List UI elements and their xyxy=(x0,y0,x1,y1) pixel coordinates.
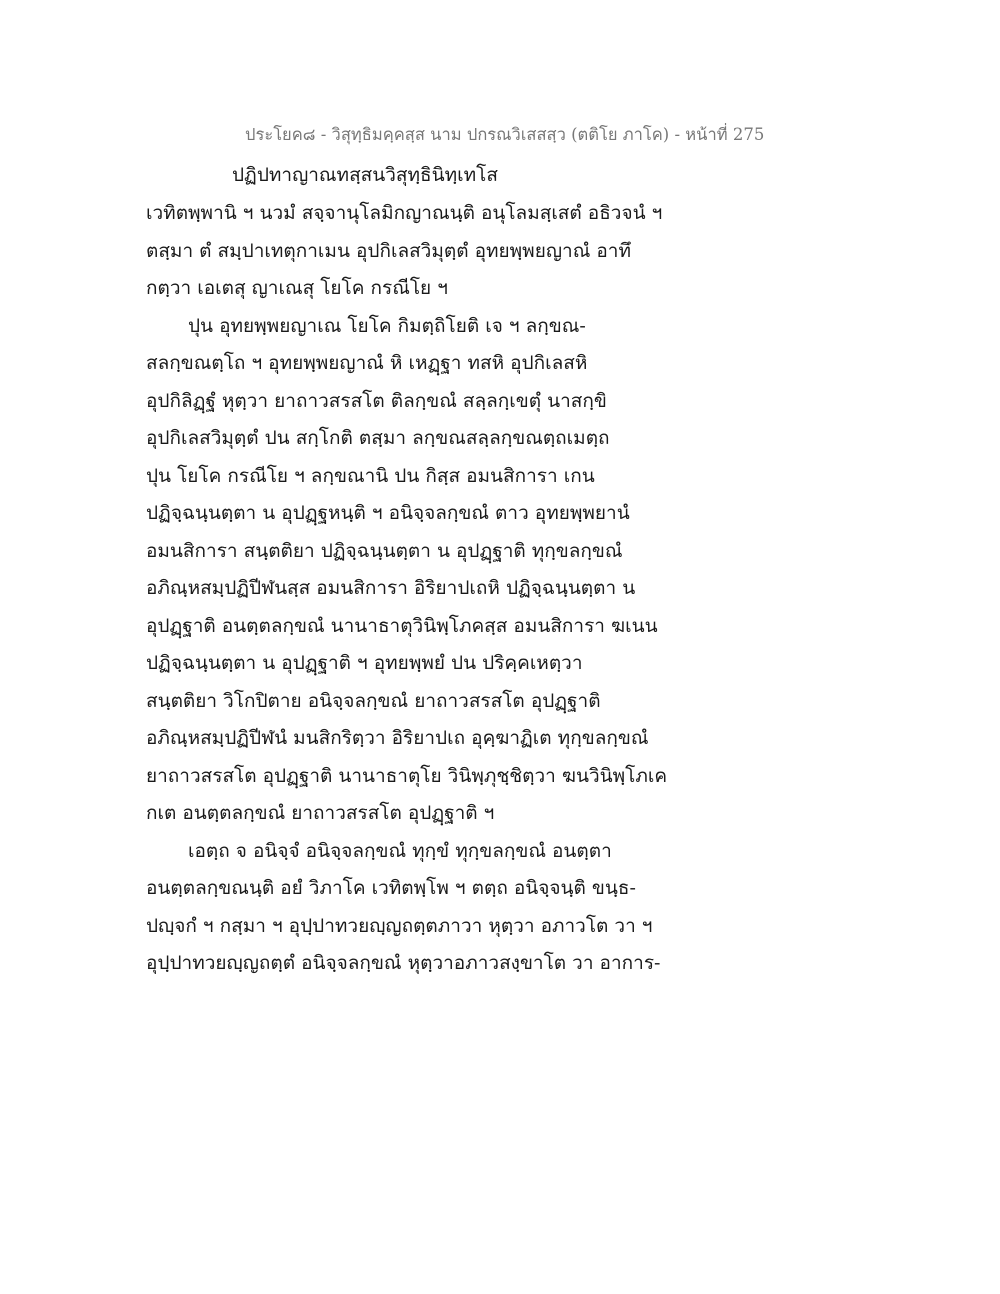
text-line: ยาถาวสรสโต อุปฏฺฐาติ นานาธาตุโย วินิพฺภุชฺชิตฺวา ฆนวินิพฺโภเค xyxy=(146,764,668,787)
text-line: เวทิตพฺพานิ ฯ นวมํ สจฺจานุโลมิกญาณนฺติ อนุโลมสฺเสตํ อธิวจนํ ฯ xyxy=(146,202,663,224)
body-text xyxy=(146,195,706,983)
text-line: อุปกิเลสวิมุตฺตํ ปน สกฺโกติ ตสฺมา ลกฺขณสลฺลกฺขณตฺถเมตฺถ xyxy=(146,427,610,449)
text-line: ปุน โยโค กรณีโย ฯ ลกฺขณานิ ปน กิสฺส อมนสิการา เกน xyxy=(146,464,595,487)
text-line: ตสฺมา ตํ สมฺปาเทตุกาเมน อุปกิเลสวิมุตฺตํ อุทยพฺพยญาณํ อาทึ xyxy=(146,239,631,262)
text-line: กเต อนตฺตลกฺขณํ ยาถาวสรสโต อุปฏฺฐาติ ฯ xyxy=(146,802,495,824)
running-header: ประโยค๘ - วิสุทฺธิมคฺคสฺส นาม ปกรณวิเสสสฺว (ตติโย ภาโค) - หน้าที่ 275 xyxy=(245,125,765,144)
text-line: อภิณฺหสมฺปฏิปีฬนํ มนสิกริตฺวา อิริยาปเถ อุคฺฆาฏิเต ทุกฺขลกฺขณํ xyxy=(146,727,649,749)
text-line: ปฏิจฺฉนฺนตฺตา น อุปฏฺฐหนฺติ ฯ อนิจฺจลกฺขณํ ตาว อุทยพฺพยานํ xyxy=(146,502,630,524)
text-line: อนตฺตลกฺขณนฺติ อยํ วิภาโค เวทิตพฺโพ ฯ ตตฺถ อนิจฺจนฺติ ขนฺธ- xyxy=(146,877,636,899)
section-title: ปฏิปทาญาณทสฺสนวิสุทฺธินิทฺเทโส xyxy=(232,164,498,186)
text-line: สลกฺขณตฺโถ ฯ อุทยพฺพยญาณํ หิ เหฏฺฐา ทสหิ อุปกิเลสหิ xyxy=(146,352,588,374)
text-line: อมนสิการา สนฺตติยา ปฏิจฺฉนฺนตฺตา น อุปฏฺฐาติ ทุกฺขลกฺขณํ xyxy=(146,539,623,562)
text-line: อุปฺปาทวยญฺญถตฺตํ อนิจฺจลกฺขณํ หุตฺวาอภาวสงฺขาโต วา อาการ- xyxy=(146,952,661,974)
text-line: กตฺวา เอเตสุ ญาเณสุ โยโค กรณีโย ฯ xyxy=(146,277,448,299)
text-line: ปฏิจฺฉนฺนตฺตา น อุปฏฺฐาติ ฯ อุทยพฺพยํ ปน ปริคฺคเหตฺวา xyxy=(146,652,583,674)
text-line: ปุน อุทยพฺพยญาเณ โยโค กิมตฺถิโยติ เจ ฯ ลกฺขณ- xyxy=(188,314,586,337)
text-line: อุปฏฺฐาติ อนตฺตลกฺขณํ นานาธาตุวินิพฺโภคสฺส อมนสิการา ฆเนน xyxy=(146,614,658,637)
text-line: เอตฺถ จ อนิจฺจํ อนิจฺจลกฺขณํ ทุกฺขํ ทุกฺขลกฺขณํ อนตฺตา xyxy=(188,839,612,862)
text-line: ปญฺจกํ ฯ กสฺมา ฯ อุปฺปาทวยญฺญถตฺตภาวา หุตฺวา อภาวโต วา ฯ xyxy=(146,914,653,937)
text-line: อุปกิลิฏฺฐํ หุตฺวา ยาถาวสรสโต ติลกฺขณํ สลฺลกฺเขตุํ นาสกฺขิ xyxy=(146,389,607,412)
text-line: สนฺตติยา วิโกปิตาย อนิจฺจลกฺขณํ ยาถาวสรสโต อุปฏฺฐาติ xyxy=(146,689,601,712)
text-line: อภิณฺหสมฺปฏิปีฬนสฺส อมนสิการา อิริยาปเถหิ ปฏิจฺฉนฺนตฺตา น xyxy=(146,577,636,599)
